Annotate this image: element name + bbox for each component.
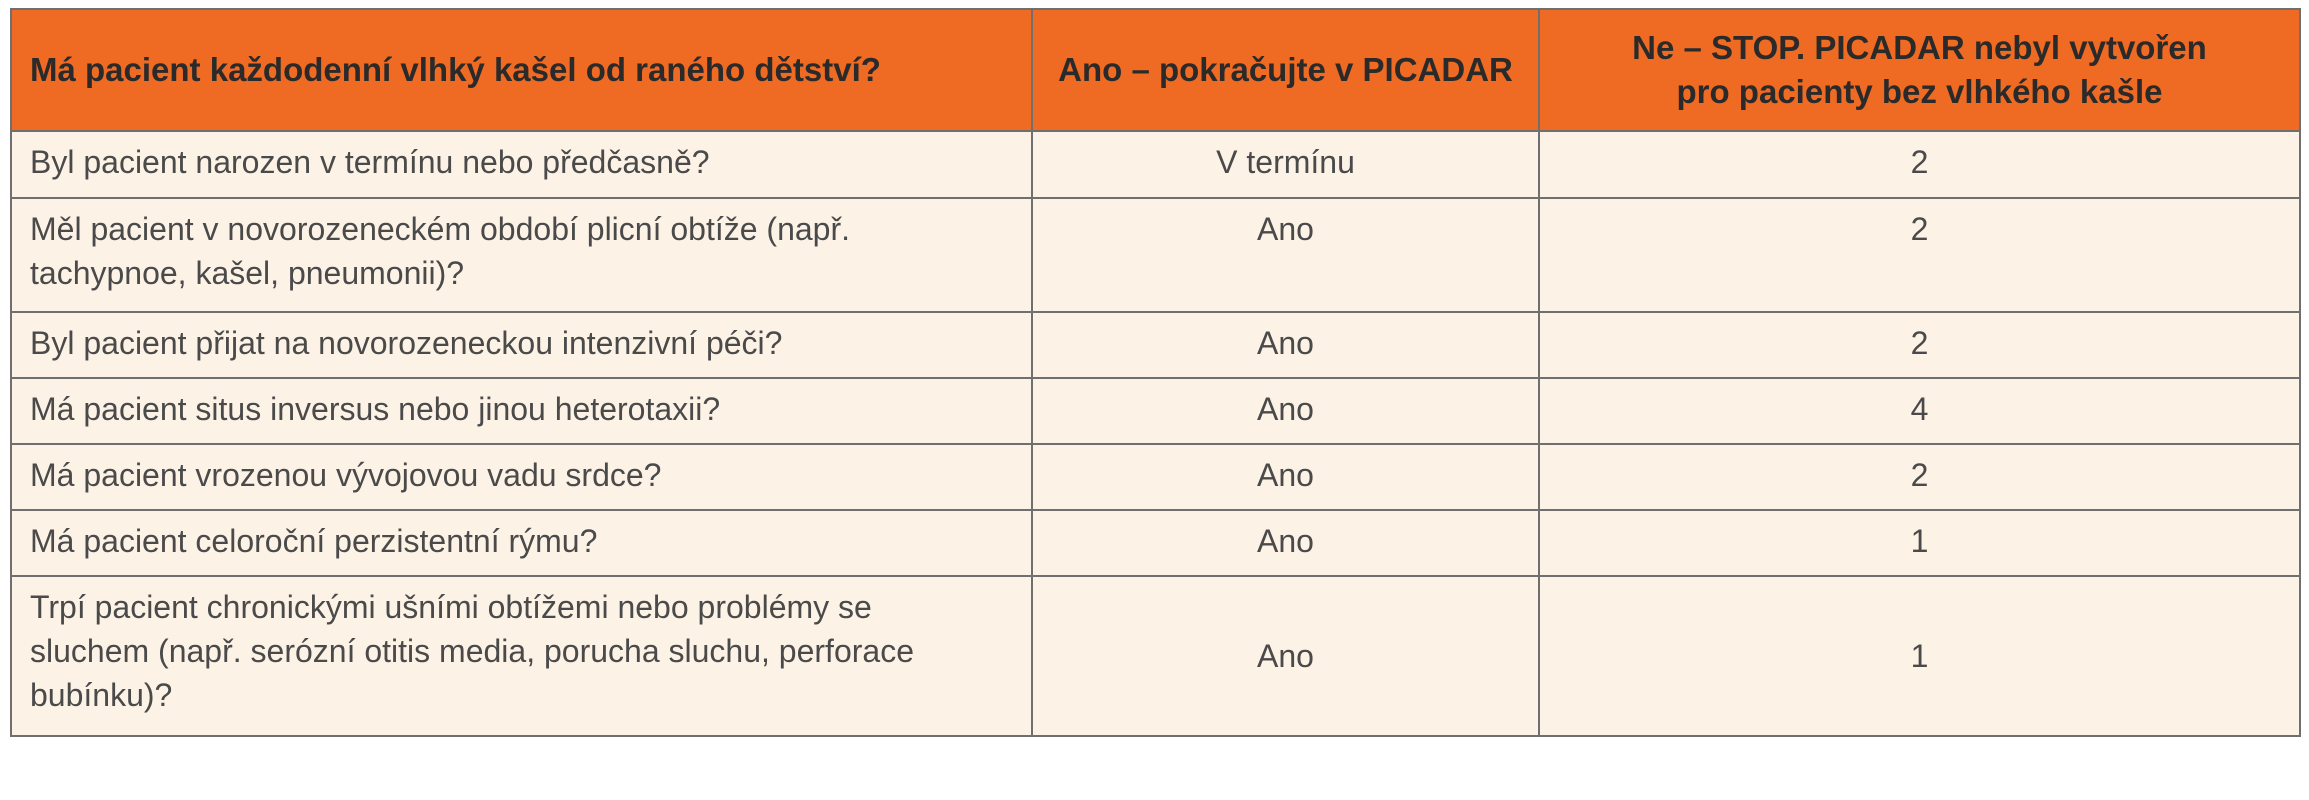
table-row bbox=[11, 198, 2300, 312]
row-score: 2 bbox=[1539, 444, 2300, 510]
row-question: Má pacient vrozenou vývojovou vadu srdce? bbox=[11, 444, 1032, 510]
row-question-line2: tachypnoe, kašel, pneumonii)? bbox=[30, 255, 465, 291]
row-question: Má pacient celoroční perzistentní rýmu? bbox=[11, 510, 1032, 576]
row-question-line1: Trpí pacient chronickými ušními obtížemi nebo problémy se bbox=[30, 589, 872, 625]
row-question: Byl pacient narozen v termínu nebo předčasně? bbox=[11, 131, 1032, 198]
header-question: Má pacient každodenní vlhký kašel od raného dětství? bbox=[11, 9, 1032, 131]
row-question-line3: bubínku)? bbox=[30, 677, 173, 713]
table-body bbox=[11, 131, 2300, 736]
row-score: 2 bbox=[1539, 131, 2300, 198]
header-row bbox=[11, 9, 2300, 131]
row-score: 2 bbox=[1539, 198, 2300, 312]
row-answer: Ano bbox=[1032, 312, 1539, 378]
table-row bbox=[11, 576, 2300, 736]
table-row bbox=[11, 312, 2300, 378]
picadar-questionnaire-table bbox=[10, 8, 2301, 737]
row-question: Má pacient situs inversus nebo jinou heterotaxii? bbox=[11, 378, 1032, 444]
table-row bbox=[11, 378, 2300, 444]
row-answer: Ano bbox=[1032, 378, 1539, 444]
header-no-column bbox=[1539, 9, 2300, 131]
row-question-line1: Měl pacient v novorozeneckém období plicní obtíže (např. bbox=[30, 211, 851, 247]
row-answer: Ano bbox=[1032, 576, 1539, 736]
table-row bbox=[11, 131, 2300, 198]
row-answer: V termínu bbox=[1032, 131, 1539, 198]
table-header bbox=[11, 9, 2300, 131]
row-answer: Ano bbox=[1032, 444, 1539, 510]
row-score: 1 bbox=[1539, 576, 2300, 736]
header-no-column-line1: Ne – STOP. PICADAR nebyl vytvořen bbox=[1632, 29, 2207, 66]
header-yes-column: Ano – pokračujte v PICADAR bbox=[1032, 9, 1539, 131]
row-answer: Ano bbox=[1032, 510, 1539, 576]
row-score: 4 bbox=[1539, 378, 2300, 444]
header-no-column-line2: pro pacienty bez vlhkého kašle bbox=[1676, 73, 2163, 110]
row-question: Byl pacient přijat na novorozeneckou intenzivní péči? bbox=[11, 312, 1032, 378]
row-question-line2: sluchem (např. serózní otitis media, porucha sluchu, perforace bbox=[30, 633, 914, 669]
row-score: 1 bbox=[1539, 510, 2300, 576]
row-score: 2 bbox=[1539, 312, 2300, 378]
row-question bbox=[11, 198, 1032, 312]
row-answer: Ano bbox=[1032, 198, 1539, 312]
row-question bbox=[11, 576, 1032, 736]
table-row bbox=[11, 510, 2300, 576]
table-row bbox=[11, 444, 2300, 510]
